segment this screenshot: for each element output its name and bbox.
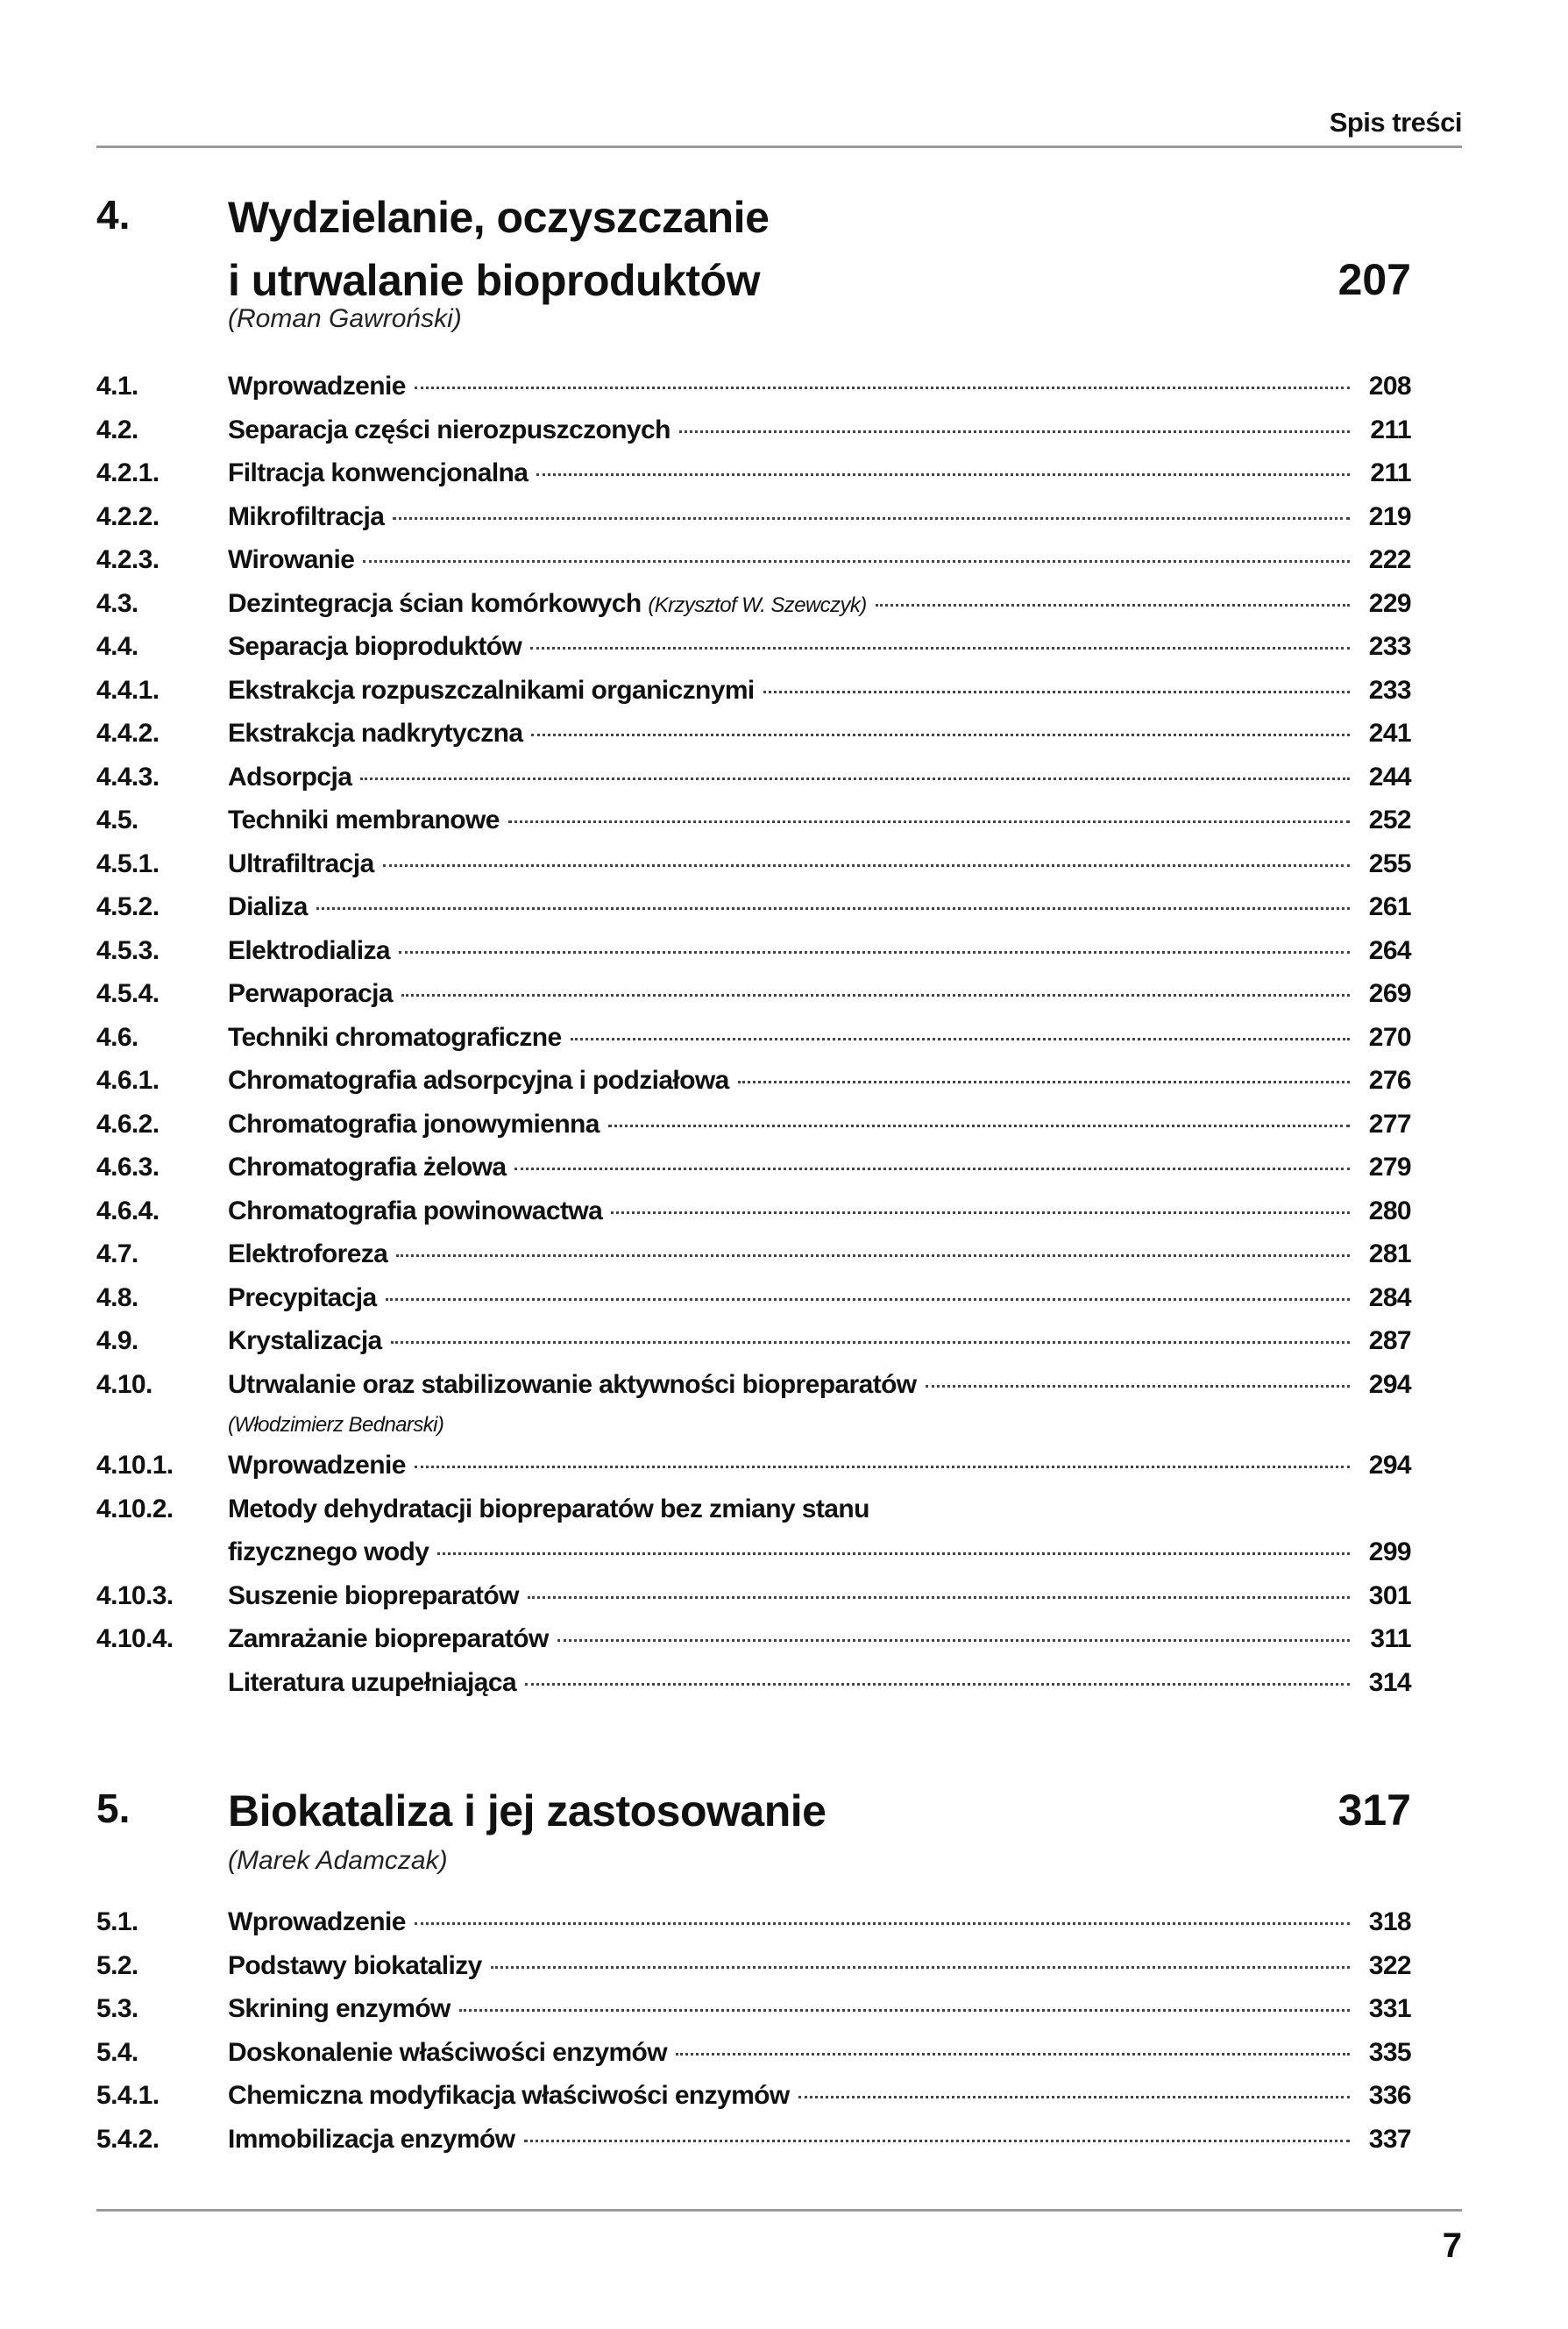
toc-entry-page: 318 — [1368, 1907, 1411, 1936]
toc-entry — [96, 1537, 1411, 1581]
toc-entry-number: 4.10. — [96, 1369, 153, 1399]
chapter-number: 5. — [96, 1786, 131, 1831]
chapter-5-heading — [96, 1779, 1411, 1885]
toc-entry-page: 255 — [1368, 849, 1411, 878]
dot-leader — [557, 1639, 1350, 1642]
toc-entry-number: 5.4.2. — [96, 2124, 160, 2154]
toc-entry-title: Elektroforeza — [228, 1239, 388, 1268]
toc-entry-number: 4.5.4. — [96, 979, 160, 1008]
dot-leader — [679, 430, 1350, 433]
toc-entry-number: 4.6.4. — [96, 1196, 160, 1225]
toc-entry-number: 5.3. — [96, 1994, 138, 2023]
toc-entry-title: Filtracja konwencjonalna — [228, 458, 529, 487]
toc-entry — [96, 1951, 1411, 1995]
dot-leader — [611, 1211, 1350, 1214]
toc-entry-title: Dezintegracja ścian komórkowych (Krzysztof W. Szewczyk) — [228, 588, 867, 618]
toc-entry-page: 335 — [1368, 2037, 1411, 2067]
dot-leader — [524, 2140, 1351, 2142]
dot-leader — [437, 1552, 1350, 1555]
toc-entry — [96, 1239, 1411, 1283]
dot-leader — [459, 2009, 1350, 2012]
toc-entry-title: Perwaporacja — [228, 979, 393, 1008]
toc-entry — [96, 936, 1411, 980]
toc-entry-page: 337 — [1368, 2124, 1411, 2154]
toc-entry-number: 4.4.1. — [96, 675, 160, 705]
toc-entry-number: 4.4. — [96, 632, 138, 661]
toc-entry-page: 233 — [1368, 632, 1411, 661]
toc-entry-page: 211 — [1370, 415, 1411, 444]
toc-entry-number: 4.5.3. — [96, 935, 160, 965]
toc-entry — [96, 1624, 1411, 1668]
dot-leader — [393, 517, 1350, 520]
chapter-author: (Marek Adamczak) — [228, 1846, 448, 1875]
toc-entry-number: 4.6.2. — [96, 1109, 160, 1139]
toc-entry — [96, 545, 1411, 589]
toc-entry-page: 277 — [1368, 1109, 1411, 1139]
toc-entry-page: 219 — [1368, 501, 1411, 531]
toc-entry-number: 4.2.2. — [96, 501, 160, 531]
toc-entry-title: Mikrofiltracja — [228, 501, 385, 531]
toc-entry-number: 4.4.3. — [96, 762, 160, 792]
dot-leader — [926, 1385, 1350, 1388]
footer-rule — [96, 2209, 1462, 2212]
toc-entry-page: 252 — [1368, 806, 1411, 834]
toc-entry — [96, 763, 1411, 806]
toc-entry-title: Wprowadzenie — [228, 372, 406, 401]
toc-entry — [96, 1668, 1411, 1712]
toc-entry-author: (Włodzimierz Bednarski) — [228, 1413, 444, 1437]
chapter-5-entries — [96, 1907, 1411, 2168]
toc-entry — [96, 1283, 1411, 1327]
dot-leader — [528, 1596, 1350, 1599]
toc-entry-title: Immobilizacja enzymów — [228, 2124, 515, 2154]
toc-entry-title: Chromatografia żelowa — [228, 1153, 507, 1182]
dot-leader — [676, 2053, 1350, 2056]
chapter-title-line: i utrwalanie bioproduktów — [228, 256, 760, 305]
toc-entry-page: 241 — [1368, 719, 1411, 748]
toc-entry — [96, 372, 1411, 415]
toc-entry-page: 301 — [1368, 1580, 1411, 1610]
toc-entry-number: 4.4.2. — [96, 719, 160, 748]
toc-entry-page: 222 — [1368, 545, 1411, 574]
chapter-title-line: Wydzielanie, oczyszczanie — [228, 193, 770, 242]
dot-leader — [491, 1966, 1350, 1969]
toc-entry-number: 4.5.2. — [96, 892, 160, 921]
chapter-page: 207 — [1337, 255, 1411, 304]
dot-leader — [571, 1038, 1350, 1040]
toc-entry — [96, 589, 1411, 633]
toc-entry-page: 281 — [1368, 1239, 1411, 1268]
toc-entry-page: 336 — [1368, 2081, 1411, 2110]
toc-entry-title: Separacja części nierozpuszczonych — [228, 415, 670, 444]
toc-entry-number: 4.2.1. — [96, 458, 160, 487]
toc-entry-title: Elektrodializa — [228, 935, 391, 965]
dot-leader — [360, 778, 1350, 780]
header-rule — [96, 146, 1462, 148]
chapter-4-entries — [96, 372, 1411, 1711]
toc-entry-author: (Krzysztof W. Szewczyk) — [648, 593, 867, 617]
toc-entry-page: 233 — [1368, 675, 1411, 705]
toc-entry — [96, 2081, 1411, 2125]
toc-entry-title: Chemiczna modyfikacja właściwości enzymów — [228, 2081, 790, 2110]
toc-entry-number: 4.10.3. — [96, 1580, 174, 1610]
toc-entry — [96, 502, 1411, 546]
dot-leader — [316, 907, 1350, 910]
toc-entry-page: 294 — [1368, 1451, 1411, 1480]
toc-entry — [96, 806, 1411, 849]
toc-entry — [96, 979, 1411, 1023]
toc-entry — [96, 1196, 1411, 1240]
toc-entry-page: 229 — [1368, 588, 1411, 618]
toc-entry-number: 5.4. — [96, 2037, 138, 2067]
toc-entry-number: 4.8. — [96, 1282, 138, 1312]
toc-entry-title: Ekstrakcja rozpuszczalnikami organicznymi — [228, 675, 755, 705]
toc-entry-title: Wprowadzenie — [228, 1451, 406, 1480]
toc-entry — [96, 2038, 1411, 2082]
dot-leader — [798, 2096, 1350, 2098]
toc-entry — [96, 719, 1411, 763]
dot-leader — [396, 1254, 1350, 1257]
dot-leader — [401, 994, 1350, 997]
toc-entry-page: 270 — [1368, 1022, 1411, 1052]
toc-entry — [96, 1495, 1411, 1538]
toc-entry — [96, 1994, 1411, 2038]
toc-entry-page: 244 — [1368, 762, 1411, 792]
toc-entry — [96, 2125, 1411, 2169]
toc-entry-page: 211 — [1370, 458, 1411, 487]
toc-entry-title: Precypitacja — [228, 1282, 377, 1312]
toc-entry-title: Techniki membranowe — [228, 806, 500, 834]
toc-entry — [96, 1907, 1411, 1951]
toc-entry — [96, 1066, 1411, 1110]
toc-entry-number: 4.3. — [96, 588, 138, 618]
toc-entry — [96, 1581, 1411, 1625]
dot-leader — [536, 473, 1350, 476]
toc-entry — [96, 458, 1411, 502]
toc-entry-number: 4.5.1. — [96, 849, 160, 878]
chapter-title-line: Biokataliza i jej zastosowanie — [228, 1786, 827, 1836]
toc-entry-title: Ekstrakcja nadkrytyczna — [228, 719, 523, 748]
dot-leader — [525, 1683, 1350, 1686]
toc-entry-title: Utrwalanie oraz stabilizowanie aktywności biopreparatów — [228, 1369, 917, 1399]
dot-leader — [608, 1125, 1350, 1127]
toc-entry — [96, 1370, 1411, 1414]
toc-entry-title: Chromatografia adsorpcyjna i podziałowa — [228, 1066, 729, 1095]
toc-author-line — [96, 1413, 1411, 1451]
toc-entry — [96, 849, 1411, 893]
toc-entry — [96, 1451, 1411, 1495]
toc-entry-title: Separacja bioproduktów — [228, 632, 522, 661]
toc-entry-title: Literatura uzupełniająca — [228, 1667, 517, 1697]
toc-entry-title: Podstawy biokatalizy — [228, 1950, 482, 1980]
dot-leader — [514, 1168, 1350, 1170]
dot-leader — [415, 1466, 1350, 1468]
toc-entry-number: 4.10.2. — [96, 1494, 174, 1523]
dot-leader — [415, 1922, 1350, 1925]
toc-entry-title: Doskonalenie właściwości enzymów — [228, 2037, 667, 2067]
toc-entry-page: 208 — [1368, 372, 1411, 401]
toc-entry-title: Skrining enzymów — [228, 1994, 451, 2023]
toc-entry-number: 4.2.3. — [96, 545, 160, 574]
toc-entry-page: 269 — [1368, 979, 1411, 1008]
toc-entry — [96, 632, 1411, 676]
toc-entry-page: 287 — [1368, 1326, 1411, 1355]
toc-entry-title: Ultrafiltracja — [228, 849, 374, 878]
chapter-title — [228, 1779, 826, 1843]
toc-entry-number: 4.10.1. — [96, 1451, 174, 1480]
toc-entry — [96, 676, 1411, 720]
dot-leader — [530, 647, 1350, 650]
toc-entry — [96, 1153, 1411, 1196]
chapter-number: 4. — [96, 192, 131, 238]
toc-entry — [96, 1023, 1411, 1067]
dot-leader — [763, 691, 1350, 693]
dot-leader — [876, 604, 1350, 607]
toc-entry-number: 5.2. — [96, 1950, 138, 1980]
toc-entry-number: 4.6. — [96, 1022, 138, 1052]
toc-entry-number: 4.1. — [96, 372, 138, 401]
toc-entry — [96, 892, 1411, 936]
toc-entry-number: 4.5. — [96, 806, 138, 834]
toc-entry-page: 294 — [1368, 1369, 1411, 1399]
toc-entry-title: Adsorpcja — [228, 762, 352, 792]
toc-entry-number: 4.7. — [96, 1239, 138, 1268]
toc-entry-title: Zamrażanie biopreparatów — [228, 1624, 549, 1653]
dot-leader — [415, 387, 1350, 389]
toc-entry-page: 322 — [1368, 1950, 1411, 1980]
toc-entry-title: Wprowadzenie — [228, 1907, 406, 1936]
dot-leader — [363, 560, 1350, 563]
toc-entry-page: 311 — [1370, 1624, 1411, 1653]
chapter-page: 317 — [1337, 1786, 1411, 1835]
toc-entry-page: 276 — [1368, 1066, 1411, 1095]
dot-leader — [399, 951, 1350, 954]
toc-entry-page: 331 — [1368, 1994, 1411, 2023]
toc-entry-page: 279 — [1368, 1153, 1411, 1182]
toc-entry-title: Suszenie biopreparatów — [228, 1580, 519, 1610]
toc-entry-title: Krystalizacja — [228, 1326, 382, 1355]
toc-entry-title: Wirowanie — [228, 545, 355, 574]
toc-entry-page: 261 — [1368, 892, 1411, 921]
toc-entry-title: Metody dehydratacji biopreparatów bez zmiany stanu — [228, 1494, 869, 1523]
toc-entry-number: 4.6.3. — [96, 1153, 160, 1182]
toc-entry-page: 314 — [1368, 1667, 1411, 1697]
toc-entry-number: 4.2. — [96, 415, 138, 444]
toc-entry-title: Dializa — [228, 892, 308, 921]
chapter-title — [228, 186, 769, 312]
chapter-4-heading — [96, 186, 1411, 361]
toc-entry — [96, 1326, 1411, 1370]
dot-leader — [383, 864, 1350, 867]
dot-leader — [386, 1298, 1350, 1301]
toc-entry-title: fizycznego wody — [228, 1537, 429, 1566]
toc-entry-number: 4.10.4. — [96, 1624, 174, 1653]
page-number: 7 — [1442, 2226, 1462, 2265]
toc-entry-number: 5.1. — [96, 1907, 138, 1936]
running-head: Spis treści — [1329, 107, 1462, 138]
toc-entry-page: 280 — [1368, 1196, 1411, 1225]
toc-entry-title: Chromatografia jonowymienna — [228, 1109, 600, 1139]
toc-entry-page: 299 — [1368, 1537, 1411, 1566]
dot-leader — [508, 820, 1350, 823]
toc-entry-number: 5.4.1. — [96, 2081, 160, 2110]
toc-entry-number: 4.9. — [96, 1326, 138, 1355]
toc-entry-page: 284 — [1368, 1282, 1411, 1312]
chapter-author: (Roman Gawroński) — [228, 304, 462, 333]
toc-entry-page: 264 — [1368, 935, 1411, 965]
toc-entry-title: Chromatografia powinowactwa — [228, 1196, 603, 1225]
dot-leader — [391, 1341, 1350, 1344]
toc-entry — [96, 1110, 1411, 1154]
toc-entry — [96, 415, 1411, 459]
dot-leader — [531, 734, 1350, 736]
dot-leader — [738, 1081, 1350, 1083]
toc-entry-number: 4.6.1. — [96, 1066, 160, 1095]
toc-entry-title: Techniki chromatograficzne — [228, 1022, 562, 1052]
